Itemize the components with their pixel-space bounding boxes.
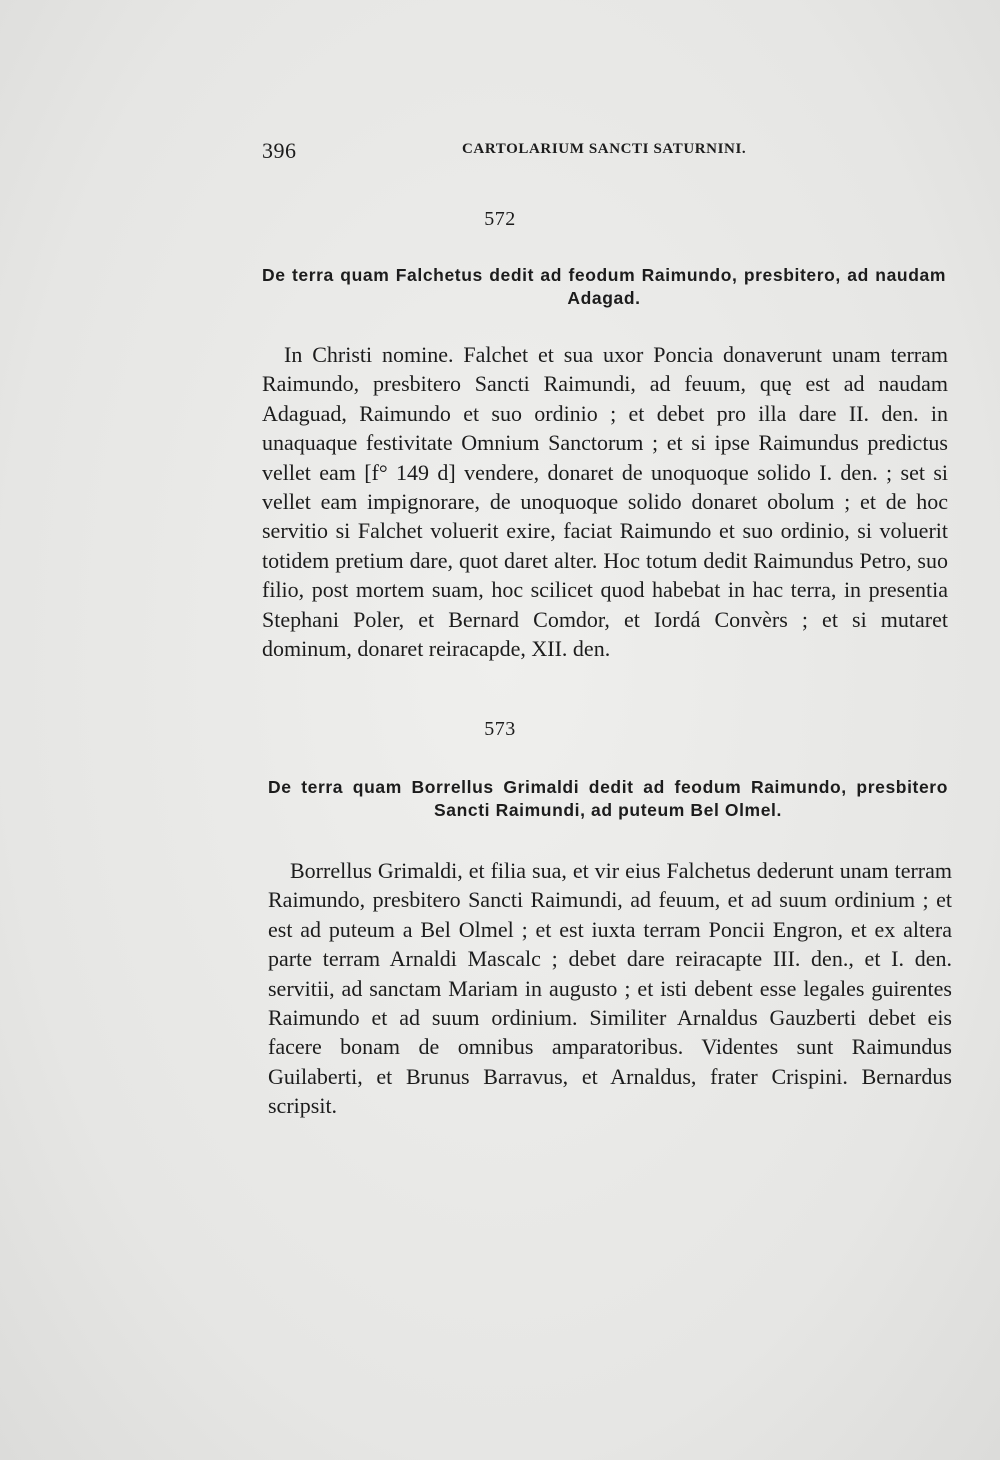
running-title: CARTOLARIUM SANCTI SATURNINI. [462,141,747,157]
entry-heading: De terra quam Falchetus dedit ad feodum Raimundo, presbitero, ad naudam Adagad. [262,265,946,308]
entry-number: 573 [484,718,516,740]
entry-number: 572 [484,208,516,230]
entry-heading: De terra quam Borrellus Grimaldi dedit ad feodum Raimundo, presbitero Sancti Raimundi, ad puteum Bel Olmel. [268,777,948,820]
running-header [262,138,752,168]
entry-body: Borrellus Grimaldi, et filia sua, et vir eius Falchetus dederunt unam terram Raimundo, presbitero Sancti Raimundi, ad feuum, et ad suum ordinium ; et est ad puteum a Bel Olmel ; et est iuxta terram Poncii Engron, et ex altera parte terram Arnaldi Mascalc ; debet dare reiracapte III. den., et I. den. servitii, ad sanctam Mariam in augusto ; et isti debent esse legales guirentes Raimundo et ad suum ordinium. Similiter Arnaldus Gauzberti debet eis facere bonam de omnibus amparatoribus. Videntes sunt Raimundus Guilaberti, et Brunus Barravus, et Arnaldus, frater Crispini. Bernardus scripsit. [268,858,952,1119]
page-number: 396 [262,138,297,163]
entry-body: In Christi nomine. Falchet et sua uxor Poncia donaverunt unam terram Raimundo, presbitero Sancti Raimundi, ad feuum, quę est ad naudam Adaguad, Raimundo et suo ordinio ; et debet pro illa dare II. den. in unaquaque festivitate Omnium Sanctorum ; et si ipse Raimundus predictus vellet eam [f° 149 d] vendere, donaret de unoquoque solido I. den. ; set si vellet eam impignorare, de unoquoque solido donaret obolum ; et de hoc servitio si Falchet voluerit exire, faciat Raimundo et suo ordinio, si voluerit totidem pretium dare, quot daret alter. Hoc totum dedit Raimundus Petro, suo filio, post mortem suam, hoc scilicet quod habebat in hac terra, in presentia Stephani Poler, et Bernard Comdor, et Iordá Convèrs ; et si mutaret dominum, donaret reiracapde, XII. den. [262,342,948,662]
